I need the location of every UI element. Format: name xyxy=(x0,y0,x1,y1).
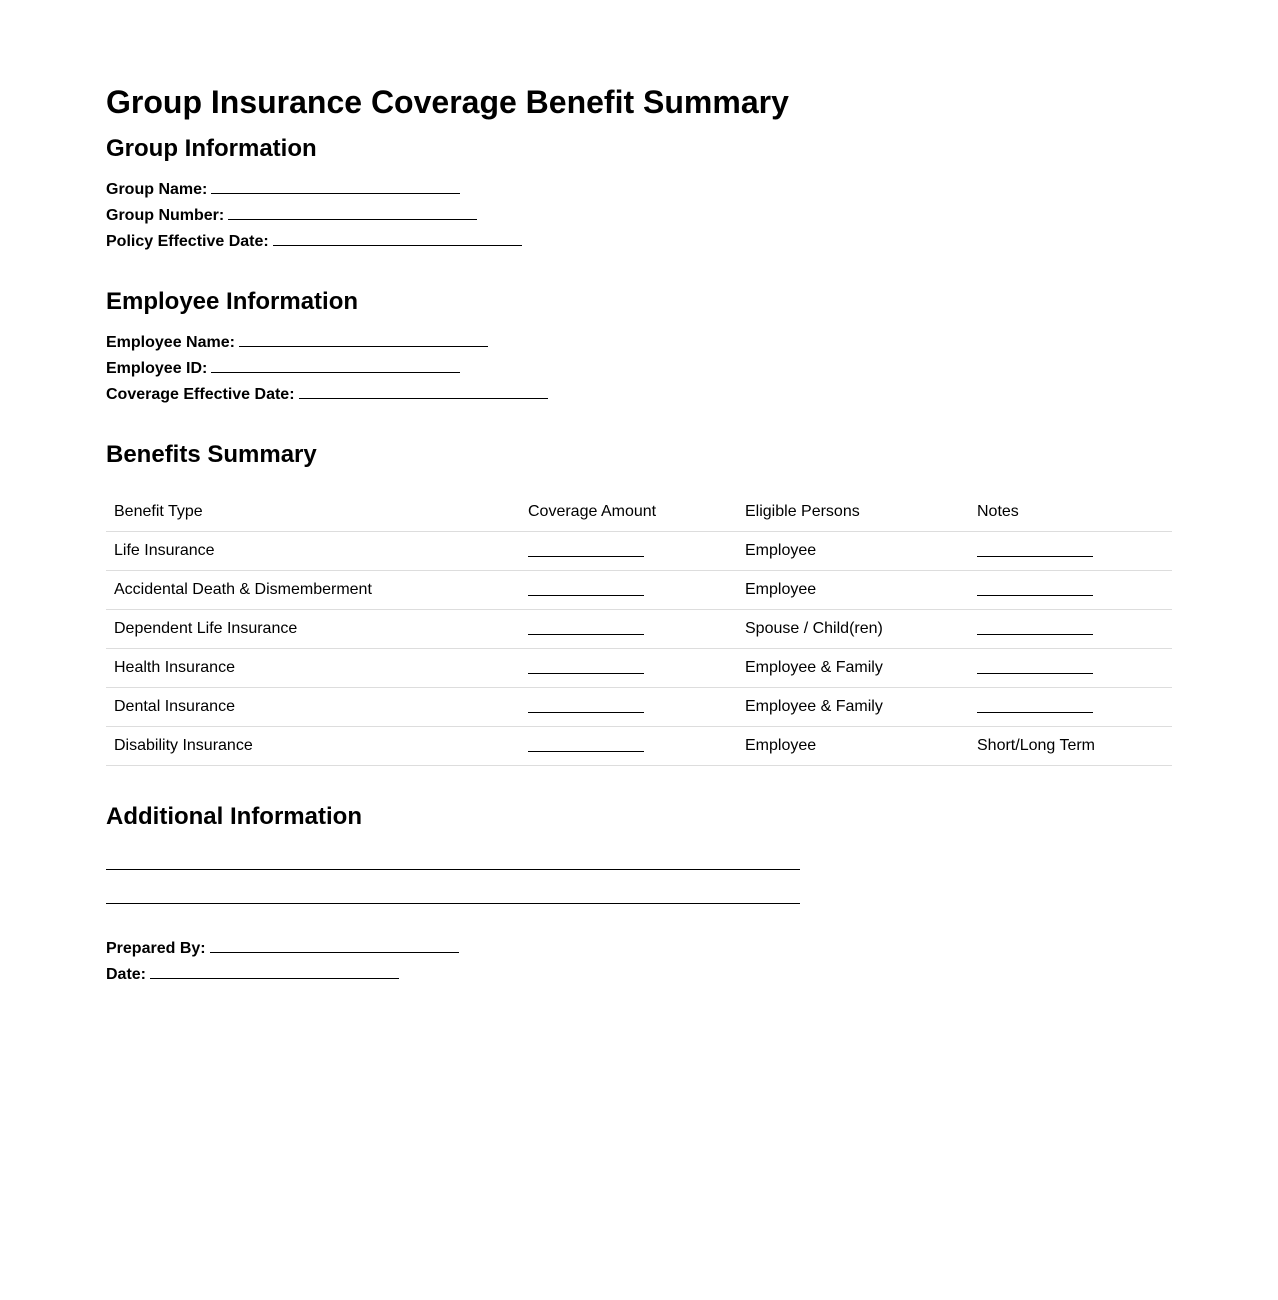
notes-blank[interactable] xyxy=(977,619,1093,635)
benefit-type: Health Insurance xyxy=(106,649,520,688)
notes[interactable] xyxy=(969,610,1172,649)
notes[interactable] xyxy=(969,571,1172,610)
coverage-amount-blank[interactable] xyxy=(528,658,644,674)
col-eligible-persons: Eligible Persons xyxy=(737,492,969,532)
coverage-amount[interactable] xyxy=(520,610,737,649)
coverage-effective-date-blank[interactable] xyxy=(299,383,548,399)
coverage-amount[interactable] xyxy=(520,688,737,727)
benefit-type: Disability Insurance xyxy=(106,727,520,766)
notes-blank[interactable] xyxy=(977,541,1093,557)
date-field xyxy=(106,962,1172,988)
coverage-amount-blank[interactable] xyxy=(528,541,644,557)
prepared-by-label: Prepared By: xyxy=(106,940,206,957)
coverage-amount-blank[interactable] xyxy=(528,580,644,596)
eligible-persons: Employee & Family xyxy=(737,688,969,727)
employee-info-fields xyxy=(106,330,1172,408)
table-row xyxy=(106,649,1172,688)
eligible-persons: Employee xyxy=(737,571,969,610)
additional-info-heading: Additional Information xyxy=(106,803,362,830)
eligible-persons: Employee xyxy=(737,727,969,766)
col-coverage-amount: Coverage Amount xyxy=(520,492,737,532)
employee-id-blank[interactable] xyxy=(211,357,460,373)
notes[interactable] xyxy=(969,649,1172,688)
group-number-field xyxy=(106,203,1172,229)
table-row xyxy=(106,532,1172,571)
date-label: Date: xyxy=(106,966,147,983)
employee-name-field xyxy=(106,330,1172,356)
coverage-amount[interactable] xyxy=(520,571,737,610)
date-blank[interactable] xyxy=(150,963,399,979)
employee-name-blank[interactable] xyxy=(239,331,488,347)
group-number-blank[interactable] xyxy=(228,204,477,220)
eligible-persons: Employee xyxy=(737,532,969,571)
employee-id-field xyxy=(106,356,1172,382)
prepared-by-blank[interactable] xyxy=(210,937,459,953)
group-name-blank[interactable] xyxy=(211,178,460,194)
coverage-amount[interactable] xyxy=(520,727,737,766)
employee-name-label: Employee Name: xyxy=(106,334,235,351)
employee-info-heading: Employee Information xyxy=(106,288,359,315)
policy-effective-date-field xyxy=(106,229,1172,255)
benefits-table xyxy=(106,492,1172,766)
table-row xyxy=(106,610,1172,649)
benefits-heading: Benefits Summary xyxy=(106,441,317,468)
coverage-amount-blank[interactable] xyxy=(528,697,644,713)
policy-effective-date-label: Policy Effective Date: xyxy=(106,233,269,250)
benefit-type: Dependent Life Insurance xyxy=(106,610,520,649)
benefit-type: Life Insurance xyxy=(106,532,520,571)
additional-info-line-1[interactable] xyxy=(106,869,800,870)
notes[interactable] xyxy=(969,688,1172,727)
additional-info-line-2[interactable] xyxy=(106,903,800,904)
coverage-amount[interactable] xyxy=(520,532,737,571)
prepared-by-field xyxy=(106,936,1172,962)
coverage-effective-date-field xyxy=(106,382,1172,408)
notes: Short/Long Term xyxy=(969,727,1172,766)
group-name-field xyxy=(106,177,1172,203)
table-row xyxy=(106,688,1172,727)
table-row xyxy=(106,727,1172,766)
group-name-label: Group Name: xyxy=(106,181,208,198)
benefit-type: Dental Insurance xyxy=(106,688,520,727)
notes[interactable] xyxy=(969,532,1172,571)
group-info-heading: Group Information xyxy=(106,135,317,162)
table-row xyxy=(106,571,1172,610)
benefit-type: Accidental Death & Dismemberment xyxy=(106,571,520,610)
eligible-persons: Spouse / Child(ren) xyxy=(737,610,969,649)
eligible-persons: Employee & Family xyxy=(737,649,969,688)
coverage-amount-blank[interactable] xyxy=(528,736,644,752)
group-info-fields xyxy=(106,177,1172,255)
col-benefit-type: Benefit Type xyxy=(106,492,520,532)
notes-blank[interactable] xyxy=(977,580,1093,596)
policy-effective-date-blank[interactable] xyxy=(273,230,522,246)
document-title: Group Insurance Coverage Benefit Summary xyxy=(106,84,789,120)
coverage-amount-blank[interactable] xyxy=(528,619,644,635)
table-header-row xyxy=(106,492,1172,532)
coverage-amount[interactable] xyxy=(520,649,737,688)
coverage-effective-date-label: Coverage Effective Date: xyxy=(106,386,295,403)
document-page xyxy=(106,80,1172,988)
group-number-label: Group Number: xyxy=(106,207,225,224)
signoff-fields xyxy=(106,936,1172,988)
notes-blank[interactable] xyxy=(977,697,1093,713)
employee-id-label: Employee ID: xyxy=(106,360,208,377)
col-notes: Notes xyxy=(969,492,1172,532)
notes-blank[interactable] xyxy=(977,658,1093,674)
